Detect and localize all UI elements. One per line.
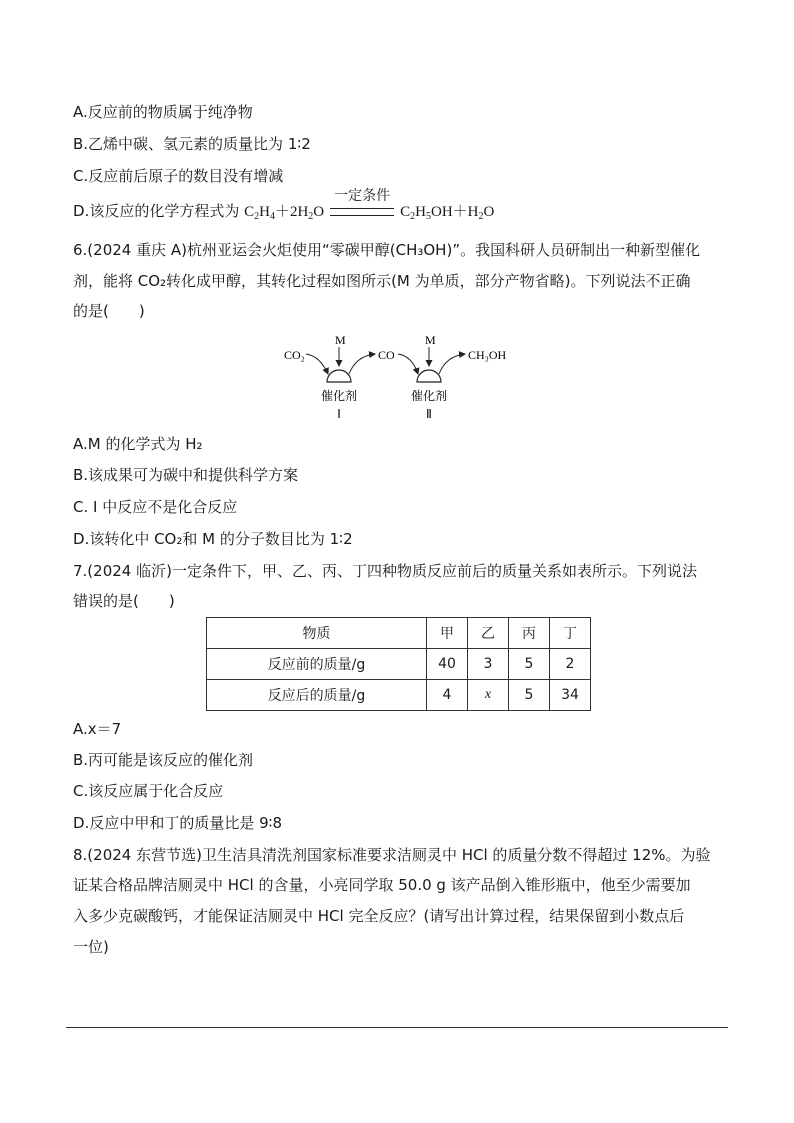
- q5-option-d-prefix: D.该反应的化学方程式为: [73, 202, 245, 220]
- table-cell: x: [468, 680, 509, 711]
- q5-option-b: B.乙烯中碳、氢元素的质量比为 1∶2: [73, 135, 311, 153]
- q6-option-b: B.该成果可为碳中和提供科学方案: [73, 466, 299, 484]
- table-cell: 反应前的质量/g: [207, 649, 427, 680]
- table-row: [207, 680, 591, 711]
- q8-stem-line3: 入多少克碳酸钙，才能保证洁厕灵中 HCl 完全反应？(请写出计算过程，结果保留到小数点后: [73, 907, 685, 925]
- table-cell: 40: [427, 649, 468, 680]
- table-header-cell: 丁: [550, 618, 591, 649]
- co-to-catalyst-arrow: [398, 354, 418, 374]
- table-header-cell: 乙: [468, 618, 509, 649]
- q6-option-a: A.M 的化学式为 H₂: [73, 435, 203, 453]
- table-cell: 反应后的质量/g: [207, 680, 427, 711]
- table-header-cell: 物质: [207, 618, 427, 649]
- table-cell: 5: [509, 649, 550, 680]
- q6-stem-line2: 剂，能将 CO₂转化成甲醇，其转化过程如图所示(M 为单质，部分产物省略)。下列说法不正确: [73, 272, 691, 290]
- q6-option-d: D.该转化中 CO₂和 M 的分子数目比为 1∶2: [73, 530, 353, 548]
- table-cell: 4: [427, 680, 468, 711]
- catalyst-1-label: 催化剂: [320, 389, 358, 403]
- ch3oh-label: CH₃OH: [468, 348, 507, 362]
- q7-option-b: B.丙可能是该反应的催化剂: [73, 751, 254, 769]
- q8-stem-line1: 8.(2024 东营节选)卫生洁具清洗剂国家标准要求洁厕灵中 HCl 的质量分数不得超过 12%。为验: [73, 846, 711, 864]
- table-cell: 3: [468, 649, 509, 680]
- table-header-cell: 甲: [427, 618, 468, 649]
- reaction-condition-arrow: [330, 188, 394, 221]
- co-label: CO: [378, 348, 395, 362]
- catalyst-1-dome: [327, 370, 351, 382]
- q6-option-c: C. Ⅰ 中反应不是化合反应: [73, 498, 238, 516]
- q7-option-c: C.该反应属于化合反应: [73, 782, 224, 800]
- mass-table: [206, 617, 591, 711]
- co-arrow: [349, 354, 375, 374]
- table-cell: 2: [550, 649, 591, 680]
- q5-option-c: C.反应前后原子的数目没有增减: [73, 167, 284, 185]
- table-header-row: [207, 618, 591, 649]
- m-label-2: M: [425, 333, 436, 347]
- co2-arrow: [306, 354, 328, 374]
- q7-stem-line1: 7.(2024 临沂)一定条件下，甲、乙、丙、丁四种物质反应前后的质量关系如表所示。下列说法: [73, 562, 697, 580]
- conversion-diagram: [280, 330, 520, 425]
- catalyst-1-roman: Ⅰ: [337, 407, 341, 421]
- q7-option-a: A.x＝7: [73, 720, 122, 738]
- catalyst-2-dome: [417, 370, 441, 382]
- q7-stem-line2: 错误的是( ): [73, 592, 175, 610]
- reaction-condition: 一定条件: [334, 188, 391, 204]
- table-row: [207, 649, 591, 680]
- q5-reactants: $C_2H_4+2H_2O$: [244, 204, 325, 222]
- q6-stem-line1: 6.(2024 重庆 A)杭州亚运会火炬使用“零碳甲醇(CH₃OH)”。我国科研人员研制出一种新型催化: [73, 241, 701, 259]
- catalyst-2-roman: Ⅱ: [426, 407, 432, 421]
- catalyst-2-label: 催化剂: [410, 389, 448, 403]
- q5-option-a: A.反应前的物质属于纯净物: [73, 103, 253, 121]
- q5-option-d: [73, 188, 495, 227]
- q5-products: $C_2H_5OH+H_2O$: [400, 204, 495, 222]
- table-cell: 5: [509, 680, 550, 711]
- m-label-1: M: [335, 333, 346, 347]
- table-cell: 34: [550, 680, 591, 711]
- footer-divider: [66, 1027, 728, 1028]
- table-header-cell: 丙: [509, 618, 550, 649]
- q6-stem-line3: 的是( ): [73, 302, 145, 320]
- q7-option-d: D.反应中甲和丁的质量比是 9∶8: [73, 814, 283, 832]
- q8-stem-line2: 证某合格品牌洁厕灵中 HCl 的含量，小亮同学取 50.0 g 该产品倒入锥形瓶中，他至少需要加: [73, 876, 691, 894]
- co2-label: CO₂: [284, 348, 305, 362]
- ch3oh-arrow: [439, 354, 465, 374]
- q8-stem-line4: 一位): [73, 938, 109, 956]
